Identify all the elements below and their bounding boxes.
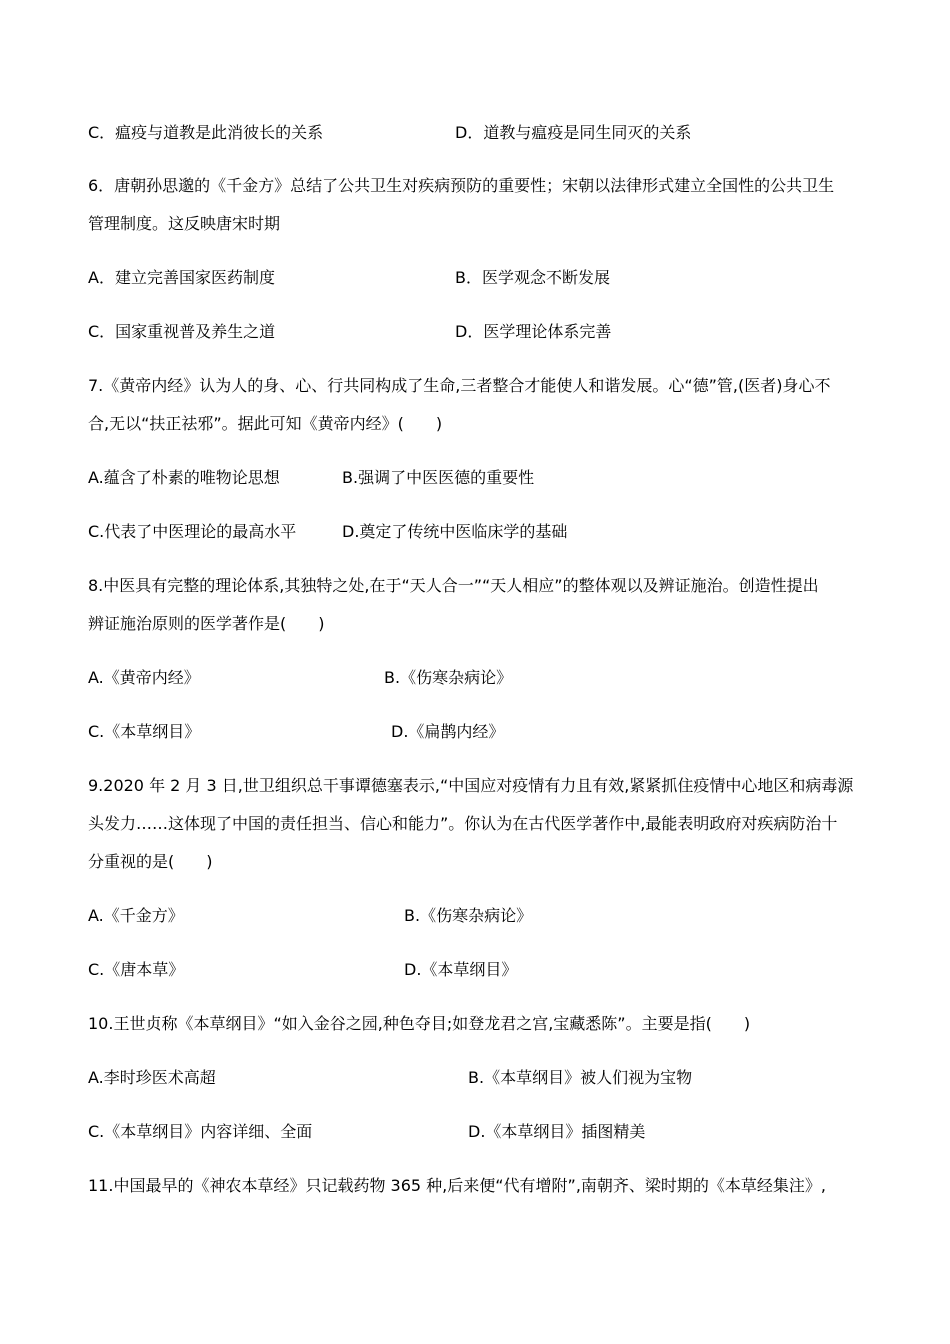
- q8-stem-line2: 辨证施治原则的医学著作是( ): [88, 614, 325, 633]
- q8-option-b: B.《伤寒杂病论》: [384, 668, 513, 687]
- q9-option-a: A.《千金方》: [88, 906, 184, 925]
- q6-stem-line1: 6．唐朝孙思邈的《千金方》总结了公共卫生对疾病预防的重要性；宋朝以法律形式建立全国性的公共卫生: [88, 176, 835, 195]
- q7-option-d: D.奠定了传统中医临床学的基础: [342, 522, 568, 541]
- q9-stem-line1: 9.2020 年 2 月 3 日,世卫组织总干事谭德塞表示,“中国应对疫情有力且有效,紧紧抓住疫情中心地区和病毒源: [88, 776, 854, 795]
- q10-stem-line1: 10.王世贞称《本草纲目》“如入金谷之园,种色夺目;如登龙君之宫,宝藏悉陈”。主要是指( ): [88, 1014, 751, 1033]
- q8-option-a: A.《黄帝内经》: [88, 668, 200, 687]
- q8-option-c: C.《本草纲目》: [88, 722, 201, 741]
- q6-option-b: B．医学观念不断发展: [455, 268, 610, 287]
- q7-option-a: A.蕴含了朴素的唯物论思想: [88, 468, 280, 487]
- q6-option-a: A．建立完善国家医药制度: [88, 268, 275, 287]
- q9-stem-line2: 头发力……这体现了中国的责任担当、信心和能力”。你认为在古代医学著作中,最能表明政府对疾病防治十: [88, 814, 838, 833]
- q6-option-d: D．医学理论体系完善: [455, 322, 612, 341]
- q8-stem-line1: 8.中医具有完整的理论体系,其独特之处,在于“天人合一”“天人相应”的整体观以及辨证施治。创造性提出: [88, 576, 819, 595]
- q10-option-a: A.李时珍医术高超: [88, 1068, 216, 1087]
- q9-option-b: B.《伤寒杂病论》: [404, 906, 533, 925]
- q7-option-b: B.强调了中医医德的重要性: [342, 468, 535, 487]
- q5-option-c: C．瘟疫与道教是此消彼长的关系: [88, 123, 324, 142]
- q8-option-d: D.《扁鹊内经》: [391, 722, 505, 741]
- q11-stem-line1: 11.中国最早的《神农本草经》只记载药物 365 种,后来便“代有增附”,南朝齐、梁时期的《本草经集注》,: [88, 1176, 826, 1195]
- q10-option-d: D.《本草纲目》插图精美: [468, 1122, 646, 1141]
- q7-stem-line2: 合,无以“扶正祛邪”。据此可知《黄帝内经》( ): [88, 414, 443, 433]
- q9-stem-line3: 分重视的是( ): [88, 852, 213, 871]
- q6-option-c: C．国家重视普及养生之道: [88, 322, 276, 341]
- q7-option-c: C.代表了中医理论的最高水平: [88, 522, 297, 541]
- q10-option-c: C.《本草纲目》内容详细、全面: [88, 1122, 313, 1141]
- q9-option-c: C.《唐本草》: [88, 960, 185, 979]
- q9-option-d: D.《本草纲目》: [404, 960, 518, 979]
- q6-stem-line2: 管理制度。这反映唐宋时期: [88, 214, 281, 233]
- q10-option-b: B.《本草纲目》被人们视为宝物: [468, 1068, 693, 1087]
- q7-stem-line1: 7.《黄帝内经》认为人的身、心、行共同构成了生命,三者整合才能使人和谐发展。心“德”管,(医者)身心不: [88, 376, 831, 395]
- q5-option-d: D．道教与瘟疫是同生同灭的关系: [455, 123, 692, 142]
